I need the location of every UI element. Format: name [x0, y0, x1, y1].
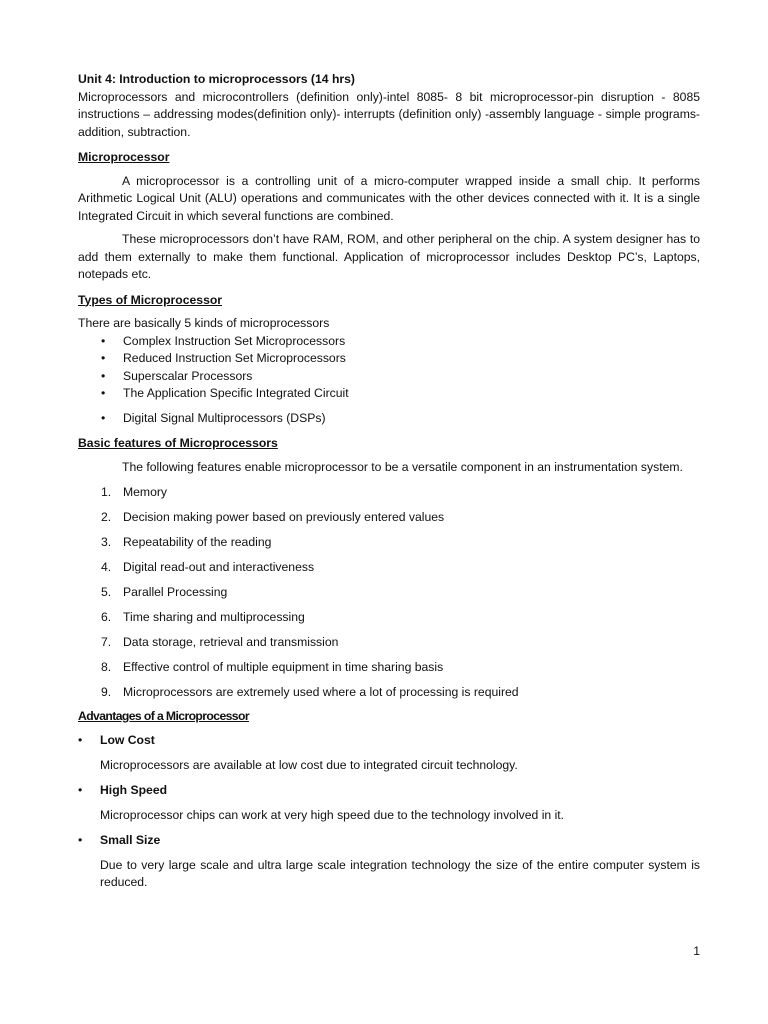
bullet-icon: •	[78, 832, 83, 847]
list-item	[78, 659, 700, 677]
list-item	[78, 609, 700, 627]
list-item-text: Memory	[123, 484, 168, 499]
advantage-title: Low Cost	[100, 733, 155, 748]
document-page	[78, 71, 700, 892]
list-item	[78, 584, 700, 602]
list-item	[78, 484, 700, 502]
list-item-text: Digital read-out and interactiveness	[123, 559, 315, 574]
features-list	[78, 484, 700, 702]
bullet-icon: •	[78, 782, 83, 797]
list-number: 2.	[101, 509, 112, 524]
features-heading: Basic features of Microprocessors	[78, 436, 278, 450]
list-item	[78, 634, 700, 652]
list-item-text: Repeatability of the reading	[123, 534, 272, 549]
types-intro: There are basically 5 kinds of microprocessors	[78, 316, 330, 330]
advantage-description: Microprocessors are available at low cost due to integrated circuit technology.	[100, 758, 518, 773]
advantage-item	[78, 782, 700, 800]
microprocessor-paragraph: A microprocessor is a controlling unit of a micro-computer wrapped inside a small chip. It performs Arithmetic Logical Unit (ALU) operations and communicates with the other devices connected with it. It is a single Integrated Circuit in which several functions are combined.	[78, 173, 700, 223]
list-number: 9.	[101, 685, 112, 700]
bullet-icon: •	[101, 386, 106, 400]
list-number: 5.	[101, 584, 112, 599]
page-number: 1	[693, 944, 700, 958]
list-item	[78, 684, 700, 702]
list-item	[78, 559, 700, 577]
list-item-text: Complex Instruction Set Microprocessors	[123, 333, 346, 348]
advantage-title: High Speed	[100, 782, 168, 797]
list-item-text: Parallel Processing	[123, 584, 228, 599]
microprocessor-heading: Microprocessor	[78, 150, 170, 164]
list-item-text: Superscalar Processors	[123, 368, 253, 383]
list-item	[78, 385, 700, 403]
list-item-text: Time sharing and multiprocessing	[123, 610, 305, 625]
list-item-text: Effective control of multiple equipment in time sharing basis	[123, 660, 444, 675]
list-item	[78, 350, 700, 368]
microprocessor-paragraph: These microprocessors don’t have RAM, ROM, and other peripheral on the chip. A system designer has to add them externally to make them functional. Application of microprocessor includes Desktop PC’s, Laptops, notepads etc.	[78, 232, 700, 281]
list-item-text: Microprocessors are extremely used where a lot of processing is required	[123, 685, 519, 700]
bullet-icon: •	[101, 351, 106, 365]
advantage-title: Small Size	[100, 832, 161, 847]
bullet-icon: •	[78, 733, 83, 748]
list-number: 3.	[101, 534, 112, 549]
list-number: 8.	[101, 660, 112, 675]
advantage-description: Microprocessor chips can work at very high speed due to the technology involved in it.	[100, 808, 565, 823]
unit-syllabus: Microprocessors and microcontrollers (definition only)-intel 8085- 8 bit microprocessor-pin disruption - 8085 instructions – addressing modes(definition only)- interrupts (definition only) -assembly language - simple programs- addition, subtraction.	[78, 89, 700, 139]
list-item	[78, 410, 700, 428]
bullet-icon: •	[101, 333, 106, 348]
types-list	[78, 333, 700, 428]
advantage-item	[78, 732, 700, 750]
types-heading: Types of Microprocessor	[78, 292, 223, 307]
features-intro: The following features enable microprocessor to be a versatile component in an instrumentation system.	[122, 459, 683, 474]
advantage-item	[78, 832, 700, 850]
list-item	[78, 534, 700, 552]
list-item-text: The Application Specific Integrated Circuit	[123, 386, 349, 400]
list-item-text: Reduced Instruction Set Microprocessors	[123, 351, 346, 365]
bullet-icon: •	[101, 368, 106, 383]
list-number: 7.	[101, 635, 112, 650]
list-item	[78, 368, 700, 386]
unit-title: Unit 4: Introduction to microprocessors (14 hrs)	[78, 72, 355, 86]
list-number: 1.	[101, 484, 112, 499]
list-item	[78, 333, 700, 351]
advantage-description: Due to very large scale and ultra large scale integration technology the size of the entire computer system is reduced.	[100, 857, 700, 890]
list-number: 6.	[101, 610, 112, 625]
list-item-text: Decision making power based on previously entered values	[123, 509, 445, 524]
list-item-text: Data storage, retrieval and transmission	[123, 635, 339, 650]
list-item	[78, 509, 700, 527]
list-number: 4.	[101, 559, 112, 574]
bullet-icon: •	[101, 410, 106, 425]
list-item-text: Digital Signal Multiprocessors (DSPs)	[123, 410, 326, 425]
advantages-heading: Advantages of a Microprocessor	[78, 708, 249, 723]
